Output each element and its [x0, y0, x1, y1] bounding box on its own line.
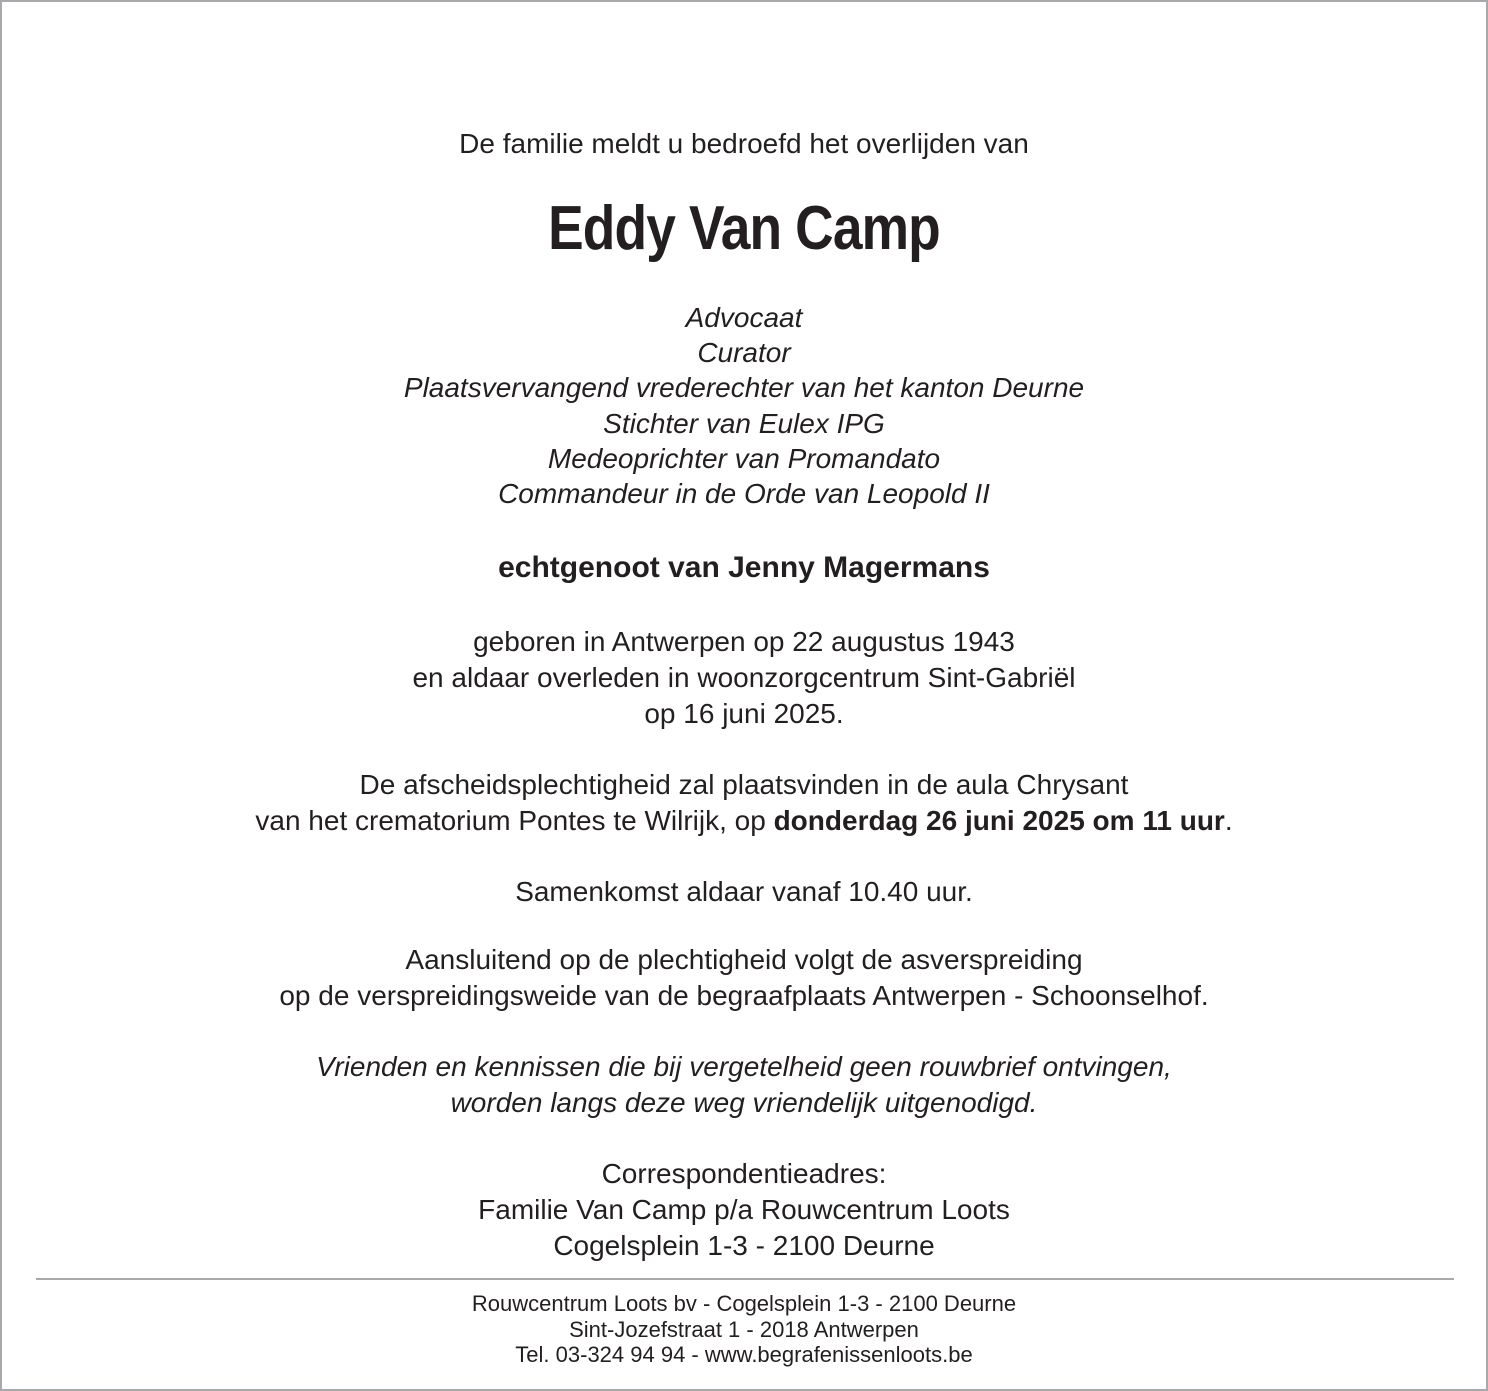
invitation-line-1: Vrienden en kennissen die bij vergetelheid geen rouwbrief ontvingen,	[316, 1051, 1172, 1082]
birth-line: geboren in Antwerpen op 22 augustus 1943	[473, 626, 1015, 657]
ceremony-line-1: De afscheidsplechtigheid zal plaatsvinden in de aula Chrysant	[359, 769, 1129, 800]
funeral-home-footer	[2, 1291, 1486, 1368]
ceremony-line-2	[2, 803, 1486, 839]
deceased-name: Eddy Van Camp	[548, 194, 940, 263]
correspondence-street: Cogelsplein 1-3 - 2100 Deurne	[553, 1230, 935, 1261]
title-line: Medeoprichter van Promandato	[547, 442, 941, 474]
spouse-line: echtgenoot van Jenny Magermans	[498, 551, 990, 584]
birth-death-info	[2, 624, 1486, 732]
ceremony-date-time: donderdag 26 juni 2025 om 11 uur	[773, 805, 1225, 836]
title-line: Plaatsvervangend vrederechter van het kanton Deurne	[403, 372, 1085, 404]
correspondence-recipient: Familie Van Camp p/a Rouwcentrum Loots	[478, 1194, 1010, 1225]
title-line: Commandeur in de Orde van Leopold II	[498, 478, 990, 510]
invitation-line-2: worden langs deze weg vriendelijk uitgenodigd.	[450, 1087, 1038, 1118]
title-line: Advocaat	[685, 302, 803, 333]
intro-text: De familie meldt u bedroefd het overlijden van	[459, 128, 1029, 159]
death-date-line: op 16 juni 2025.	[644, 698, 844, 729]
scattering-info	[2, 942, 1486, 1014]
scattering-line-2: op de verspreidingsweide van de begraafplaats Antwerpen - Schoonselhof.	[279, 980, 1209, 1011]
footer-address-2: Sint-Jozefstraat 1 - 2018 Antwerpen	[569, 1316, 919, 1342]
footer-divider	[36, 1278, 1454, 1280]
titles-list	[2, 300, 1486, 511]
footer-contact: Tel. 03-324 94 94 - www.begrafenissenloots.be	[515, 1342, 973, 1367]
ceremony-location: van het crematorium Pontes te Wilrijk, op	[255, 805, 774, 836]
correspondence-address	[2, 1156, 1486, 1264]
invitation-note	[2, 1049, 1486, 1121]
correspondence-label: Correspondentieadres:	[601, 1158, 887, 1189]
scattering-line-1: Aansluitend op de plechtigheid volgt de asverspreiding	[405, 944, 1083, 975]
title-line: Stichter van Eulex IPG	[603, 407, 885, 439]
gathering-info: Samenkomst aldaar vanaf 10.40 uur.	[515, 876, 973, 907]
footer-address-1: Rouwcentrum Loots bv - Cogelsplein 1-3 - 2100 Deurne	[471, 1291, 1017, 1316]
death-place-line: en aldaar overleden in woonzorgcentrum Sint-Gabriël	[412, 662, 1076, 693]
title-line: Curator	[697, 337, 791, 369]
ceremony-period: .	[1224, 805, 1233, 836]
ceremony-info	[2, 767, 1486, 839]
